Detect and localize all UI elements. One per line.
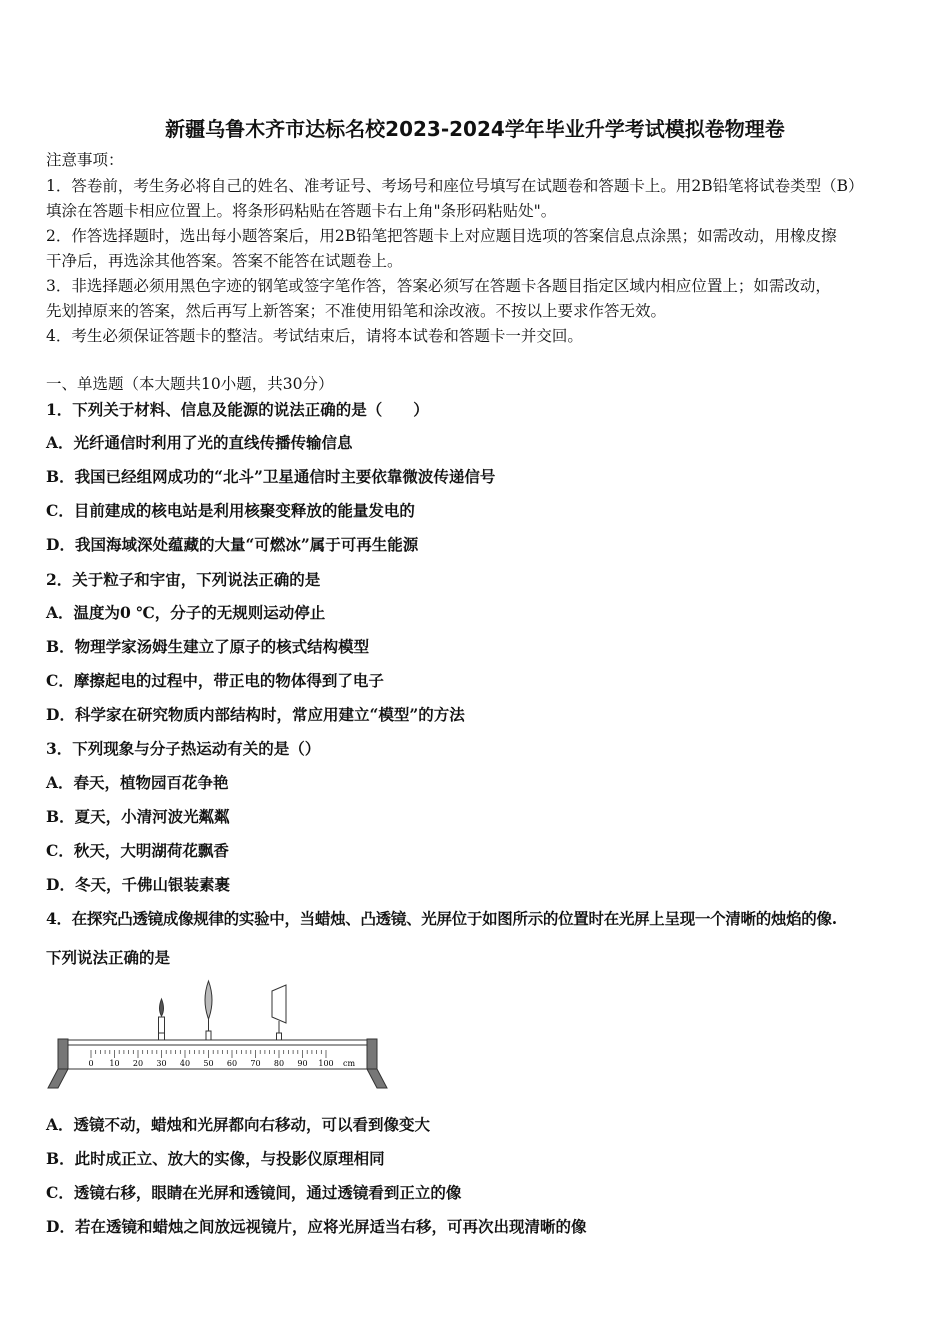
question-stem: 1．下列关于材料、信息及能源的说法正确的是（ ） xyxy=(46,400,429,419)
option: B．我国已经组网成功的“北斗”卫星通信时主要依靠微波传递信号 xyxy=(46,467,496,486)
option: B．此时成正立、放大的实像，与投影仪原理相同 xyxy=(46,1149,385,1168)
option: D．我国海域深处蕴藏的大量“可燃冰”属于可再生能源 xyxy=(46,535,419,554)
option: D．若在透镜和蜡烛之间放远视镜片，应将光屏适当右移，可再次出现清晰的像 xyxy=(46,1217,587,1236)
note-line: 干净后，再选涂其他答案。答案不能答在试题卷上。 xyxy=(46,252,403,270)
ruler-label: 70 xyxy=(250,1059,261,1068)
option: A．春天，植物园百花争艳 xyxy=(46,773,229,792)
ruler-label: 20 xyxy=(132,1059,144,1068)
page-title: 新疆乌鲁木齐市达标名校2023-2024学年毕业升学考试模拟卷物理卷 xyxy=(165,117,785,141)
ruler-label: 90 xyxy=(297,1059,308,1068)
ruler-label: 40 xyxy=(179,1059,191,1068)
candle xyxy=(159,999,165,1040)
convex-lens xyxy=(205,981,212,1040)
option: A．温度为0 ℃，分子的无规则运动停止 xyxy=(46,603,326,622)
ruler-label: 10 xyxy=(109,1059,120,1068)
light-screen xyxy=(272,985,286,1040)
option: A．光纤通信时利用了光的直线传播传输信息 xyxy=(46,433,353,452)
section-heading: 一、单选题（本大题共10小题，共30分） xyxy=(46,375,334,393)
note-line: 3．非选择题必须用黑色字迹的钢笔或签字笔作答，答案必须写在答题卡各题目指定区域内相应位置上；如需改动， xyxy=(46,277,831,295)
ruler-label: 0 xyxy=(88,1059,94,1068)
option: B．夏天，小清河波光粼粼 xyxy=(46,807,230,826)
question-stem-continued: 下列说法正确的是 xyxy=(46,948,171,967)
note-line: 先划掉原来的答案，然后再写上新答案；不准使用铅笔和涂改液。不按以上要求作答无效。 xyxy=(46,302,667,320)
option: C．秋天，大明湖荷花飘香 xyxy=(46,841,229,860)
option: B．物理学家汤姆生建立了原子的核式结构模型 xyxy=(46,637,370,656)
optical-bench-figure xyxy=(44,975,394,1095)
question-stem: 4．在探究凸透镜成像规律的实验中，当蜡烛、凸透镜、光屏位于如图所示的位置时在光屏上呈现一个清晰的烛焰的像. xyxy=(46,909,837,928)
ruler-label: 30 xyxy=(156,1059,167,1068)
option: C．目前建成的核电站是利用核聚变释放的能量发电的 xyxy=(46,501,415,520)
option: A．透镜不动，蜡烛和光屏都向右移动，可以看到像变大 xyxy=(46,1115,431,1134)
option: C．摩擦起电的过程中，带正电的物体得到了电子 xyxy=(46,671,384,690)
question-stem: 2．关于粒子和宇宙，下列说法正确的是 xyxy=(46,570,321,589)
bench-left-leg xyxy=(48,1039,68,1088)
note-line: 4．考生必须保证答题卡的整洁。考试结束后，请将本试卷和答题卡一并交回。 xyxy=(46,327,583,345)
ruler-label: 100 xyxy=(318,1059,334,1068)
note-line: 1．答卷前，考生务必将自己的姓名、准考证号、考场号和座位号填写在试题卷和答题卡上。用2B铅笔将试卷类型（B） xyxy=(46,177,864,195)
option: C．透镜右移，眼睛在光屏和透镜间，通过透镜看到正立的像 xyxy=(46,1183,462,1202)
note-line: 2．作答选择题时，选出每小题答案后，用2B铅笔把答题卡上对应题目选项的答案信息点涂黑；如需改动，用橡皮擦 xyxy=(46,227,837,245)
bench-right-leg xyxy=(367,1039,387,1088)
option: D．科学家在研究物质内部结构时，常应用建立“模型”的方法 xyxy=(46,705,465,724)
question-stem: 3．下列现象与分子热运动有关的是（） xyxy=(46,739,321,758)
note-line: 填涂在答题卡相应位置上。将条形码粘贴在答题卡右上角"条形码粘贴处"。 xyxy=(46,202,557,220)
ruler-label: 50 xyxy=(203,1059,214,1068)
option: D．冬天，千佛山银装素裹 xyxy=(46,875,230,894)
notes-heading: 注意事项： xyxy=(46,151,124,169)
ruler-label: 80 xyxy=(273,1059,285,1068)
ruler-label: 60 xyxy=(226,1059,238,1068)
unit-label: cm xyxy=(343,1059,356,1068)
